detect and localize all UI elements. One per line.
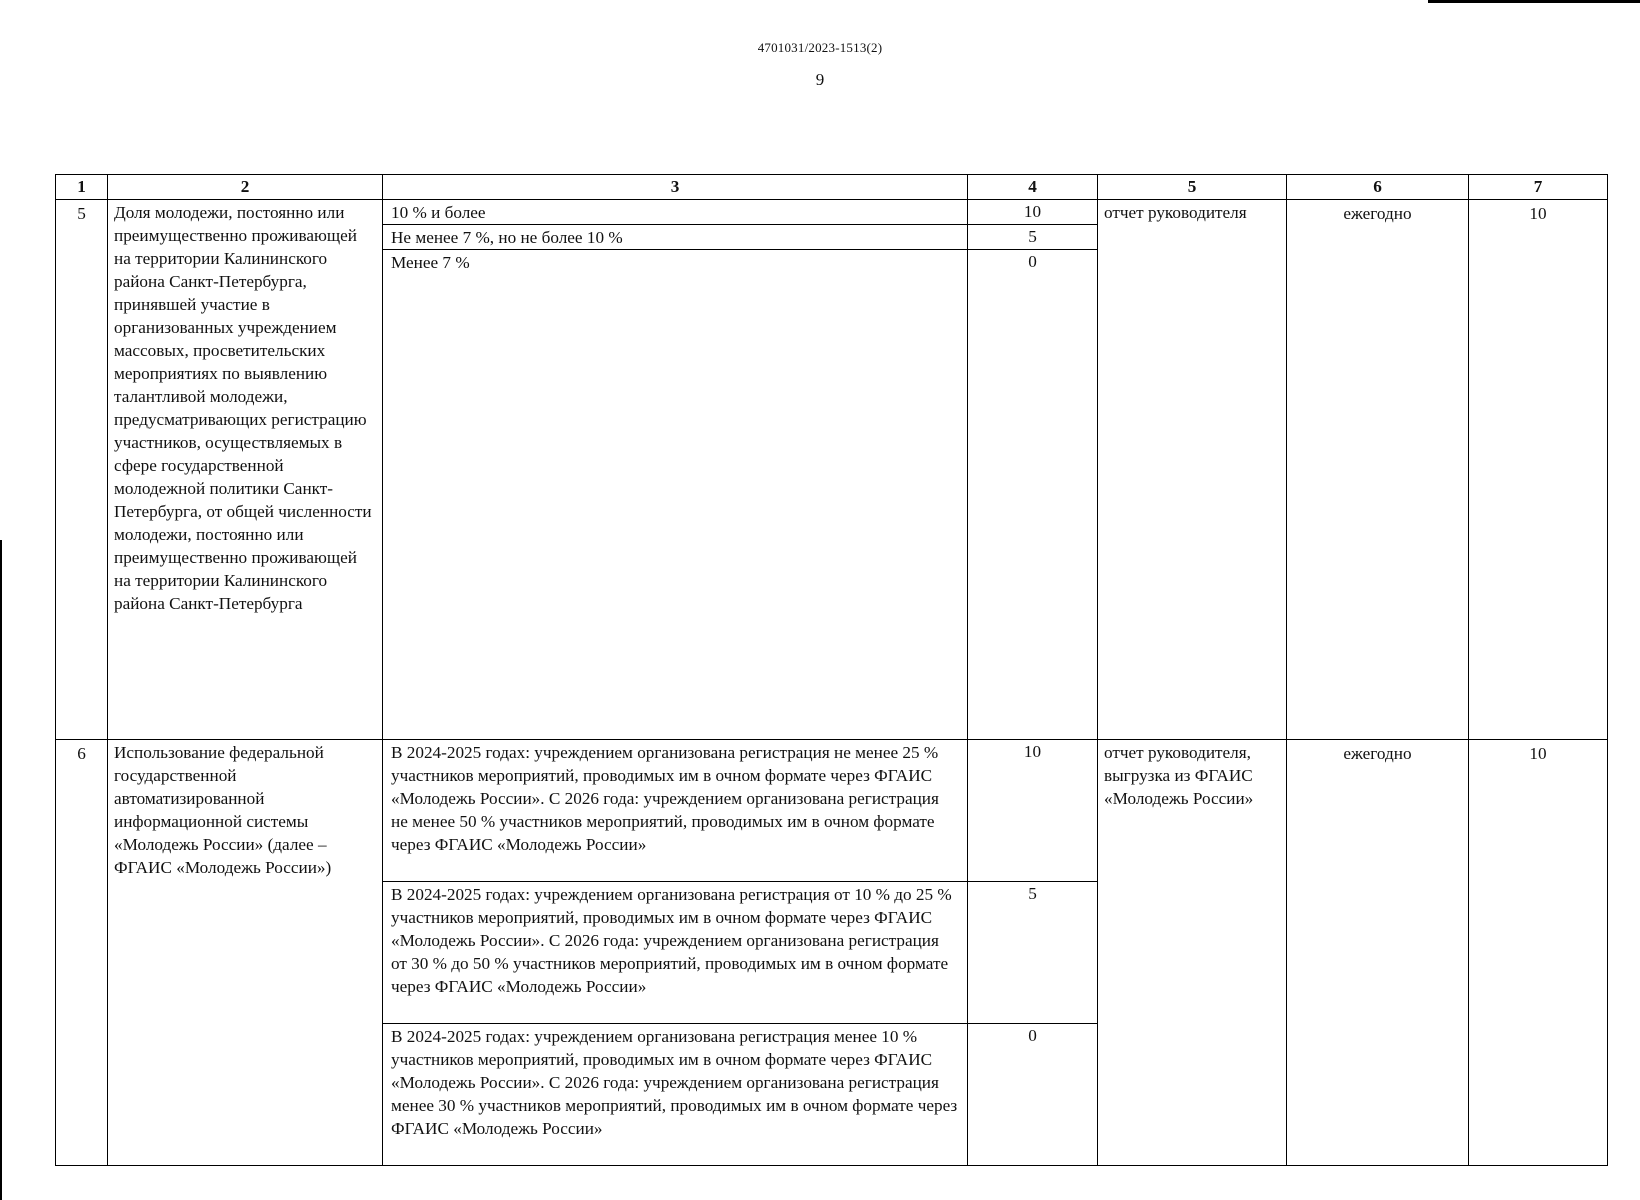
criterion-score: 0	[968, 1024, 1098, 1166]
criterion-text: В 2024-2025 годах: учреждением организована регистрация не менее 25 % участников мероприятий, проводимых им в очном формате через ФГАИС «Молодежь России». С 2026 года: учреждением организована регистрация не менее 50 % участников мероприятий, проводимых им в очном формате через ФГАИС «Молодежь России»	[383, 740, 968, 882]
row-number: 6	[56, 740, 108, 1166]
col-header-6: 6	[1287, 175, 1469, 200]
criterion-score: 5	[968, 882, 1098, 1024]
criterion-text: В 2024-2025 годах: учреждением организована регистрация менее 10 % участников мероприятий, проводимых им в очном формате через ФГАИС «Молодежь России». С 2026 года: учреждением организована регистрация менее 30 % участников мероприятий, проводимых им в очном формате через ФГАИС «Молодежь России»	[383, 1024, 968, 1166]
scan-edge-mark-left	[0, 540, 2, 1200]
criterion-score: 10	[968, 200, 1098, 225]
col-header-7: 7	[1469, 175, 1608, 200]
col-header-3: 3	[383, 175, 968, 200]
indicator-text: Использование федеральной государственной автоматизированной информационной системы «Молодежь России» (далее – ФГАИС «Молодежь России»)	[108, 740, 383, 1166]
criteria-table	[55, 174, 1608, 1166]
col-header-5: 5	[1098, 175, 1287, 200]
data-source: отчет руководителя	[1098, 200, 1287, 740]
header-row	[56, 175, 1608, 200]
criterion-text: Менее 7 %	[383, 250, 968, 740]
criterion-text: В 2024-2025 годах: учреждением организована регистрация от 10 % до 25 % участников мероприятий, проводимых им в очном формате через ФГАИС «Молодежь России». С 2026 года: учреждением организована регистрация от 30 % до 50 % участников мероприятий, проводимых им в очном формате через ФГАИС «Молодежь России»	[383, 882, 968, 1024]
criterion-text: Не менее 7 %, но не более 10 %	[383, 225, 968, 250]
col-header-1: 1	[56, 175, 108, 200]
document-number: 4701031/2023-1513(2)	[757, 40, 883, 55]
col-header-4: 4	[968, 175, 1098, 200]
row-number: 5	[56, 200, 108, 740]
col-header-2: 2	[108, 175, 383, 200]
frequency: ежегодно	[1287, 200, 1469, 740]
criterion-score: 10	[968, 740, 1098, 882]
criterion-score: 0	[968, 250, 1098, 740]
table-row	[56, 740, 1608, 882]
weight: 10	[1469, 200, 1608, 740]
frequency: ежегодно	[1287, 740, 1469, 1166]
data-source: отчет руководителя, выгрузка из ФГАИС «Молодежь России»	[1098, 740, 1287, 1166]
scan-edge-mark-top	[1428, 0, 1640, 3]
table-row	[56, 200, 1608, 225]
indicator-text: Доля молодежи, постоянно или преимущественно проживающей на территории Калининского района Санкт-Петербурга, принявшей участие в организованных учреждением массовых, просветительских мероприятиях по выявлению талантливой молодежи, предусматривающих регистрацию участников, осуществляемых в сфере государственной молодежной политики Санкт-Петербурга, от общей численности молодежи, постоянно или преимущественно проживающей на территории Калининского района Санкт-Петербурга	[108, 200, 383, 740]
criterion-text: 10 % и более	[383, 200, 968, 225]
criterion-score: 5	[968, 225, 1098, 250]
weight: 10	[1469, 740, 1608, 1166]
page-number: 9	[815, 70, 825, 89]
